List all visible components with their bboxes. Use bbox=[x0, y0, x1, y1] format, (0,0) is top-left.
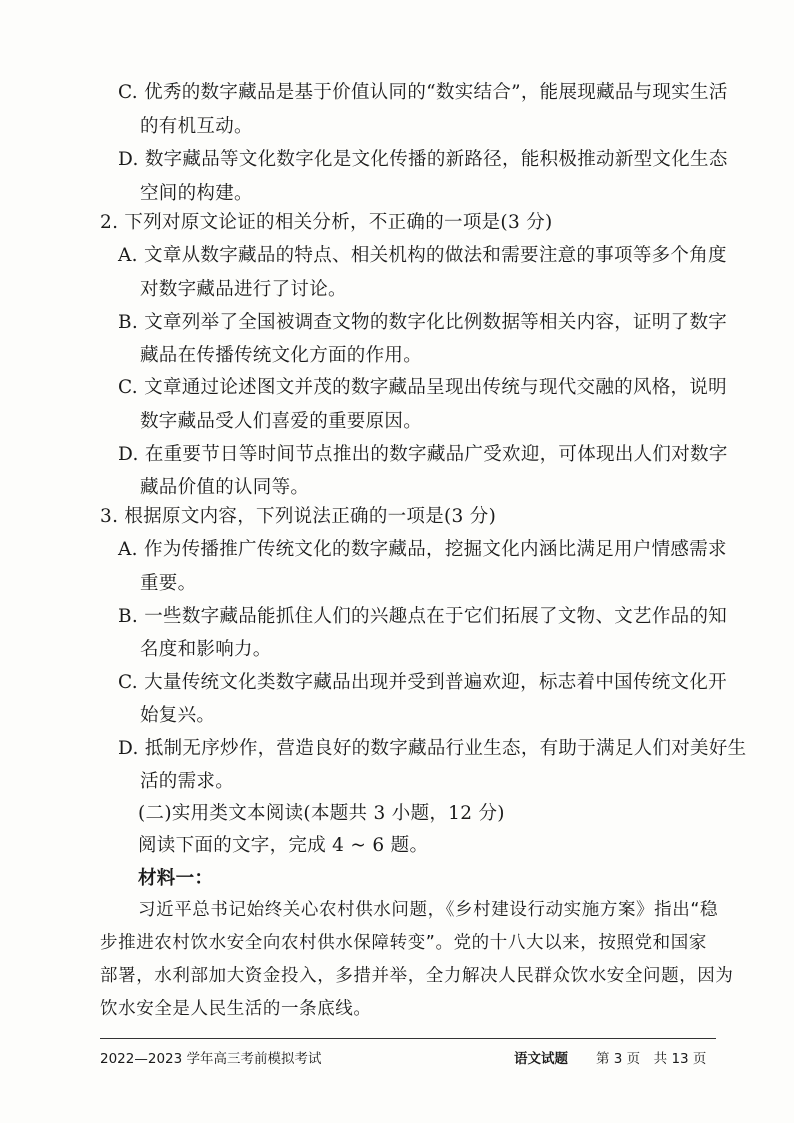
q2-option-d-line1: D. 在重要节日等时间节点推出的数字藏品广受欢迎，可体现出人们对数字 bbox=[118, 444, 728, 465]
material-label: 材料一： bbox=[138, 868, 214, 889]
q2-option-c-line1: C. 文章通过论述图文并茂的数字藏品呈现出传统与现代交融的风格，说明 bbox=[118, 377, 727, 398]
material-paragraph-line1: 习近平总书记始终关心农村供水问题，《乡村建设行动实施方案》指出“稳 bbox=[138, 900, 719, 920]
q3-option-d-line2: 活的需求。 bbox=[140, 771, 235, 792]
q2-option-c-line2: 数字藏品受人们喜爱的重要原因。 bbox=[140, 411, 423, 432]
q1-option-d-line2: 空间的构建。 bbox=[140, 183, 253, 204]
q2-option-d-line2: 藏品价值的认同等。 bbox=[140, 477, 310, 498]
material-paragraph-line4: 饮水安全是人民生活的一条底线。 bbox=[100, 999, 372, 1019]
q2-option-b-line2: 藏品在传播传统文化方面的作用。 bbox=[140, 345, 423, 366]
material-paragraph-line2: 步推进农村饮水安全向农村供水保障转变”。党的十八大以来，按照党和国家 bbox=[100, 933, 707, 953]
q1-option-c-line2: 的有机互动。 bbox=[140, 116, 253, 137]
material-paragraph-line3: 部署，水利部加大资金投入，多措并举，全力解决人民群众饮水安全问题，因为 bbox=[100, 966, 734, 986]
footer-page-number: 第 3 页 共 13 页 bbox=[596, 1051, 707, 1067]
q3-option-b-line1: B. 一些数字藏品能抓住人们的兴趣点在于它们拓展了文物、文艺作品的知 bbox=[118, 606, 728, 627]
section-instruction: 阅读下面的文字，完成 4 ~ 6 题。 bbox=[138, 835, 429, 856]
q3-option-d-line1: D. 抵制无序炒作，营造良好的数字藏品行业生态，有助于满足人们对美好生 bbox=[118, 738, 747, 759]
q3-option-a-line2: 重要。 bbox=[140, 573, 197, 594]
q2-option-b-line1: B. 文章列举了全国被调查文物的数字化比例数据等相关内容，证明了数字 bbox=[118, 312, 728, 333]
q1-option-c-line1: C. 优秀的数字藏品是基于价值认同的“数实结合”，能展现藏品与现实生活 bbox=[118, 82, 728, 103]
q2-stem: 2. 下列对原文论证的相关分析，不正确的一项是(3 分) bbox=[100, 212, 553, 233]
q3-option-b-line2: 名度和影响力。 bbox=[140, 639, 272, 660]
footer-subject: 语文试题 bbox=[514, 1051, 568, 1067]
footer-exam-name: 2022—2023 学年高三考前模拟考试 bbox=[100, 1051, 322, 1067]
q2-option-a-line1: A. 文章从数字藏品的特点、相关机构的做法和需要注意的事项等多个角度 bbox=[118, 245, 727, 266]
footer-divider bbox=[100, 1038, 716, 1039]
section-title: (二)实用类文本阅读(本题共 3 小题，12 分) bbox=[138, 803, 505, 824]
q2-option-a-line2: 对数字藏品进行了讨论。 bbox=[140, 279, 347, 300]
q3-option-c-line1: C. 大量传统文化类数字藏品出现并受到普遍欢迎，标志着中国传统文化开 bbox=[118, 672, 727, 693]
q3-option-a-line1: A. 作为传播推广传统文化的数字藏品，挖掘文化内涵比满足用户情感需求 bbox=[118, 539, 727, 560]
q3-option-c-line2: 始复兴。 bbox=[140, 705, 216, 726]
q3-stem: 3. 根据原文内容，下列说法正确的一项是(3 分) bbox=[100, 506, 497, 527]
q1-option-d-line1: D. 数字藏品等文化数字化是文化传播的新路径，能积极推动新型文化生态 bbox=[118, 149, 728, 170]
